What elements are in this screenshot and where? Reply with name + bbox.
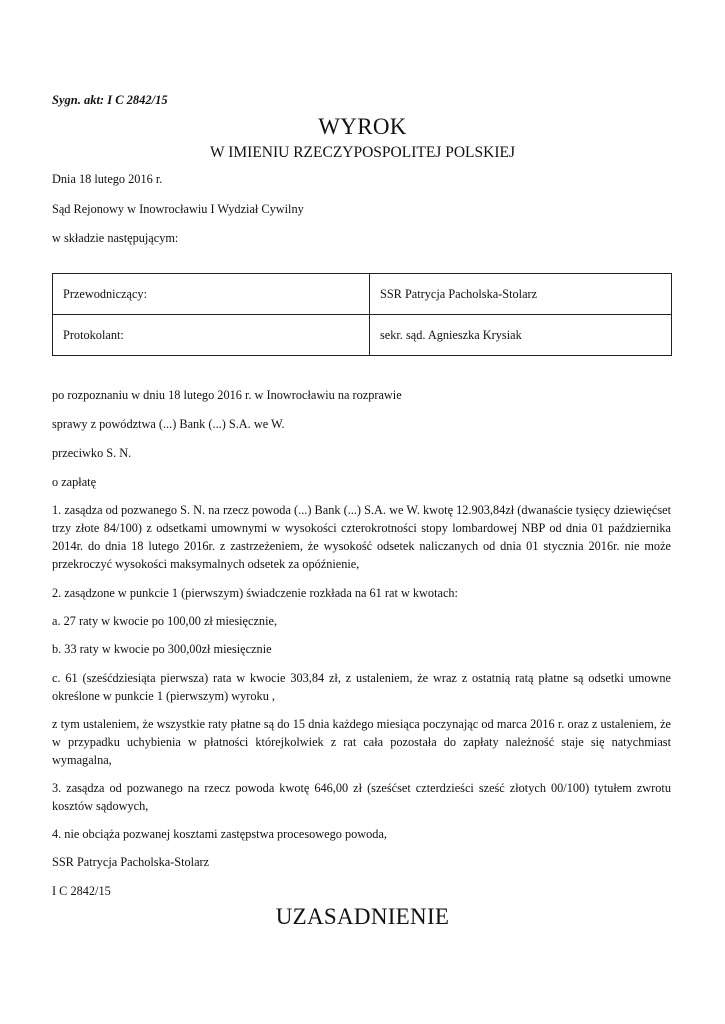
table-row [53, 315, 672, 356]
court-panel-table [52, 273, 672, 356]
ruling-point-3: 3. zasądza od pozwanego na rzecz powoda kwotę 646,00 zł (sześćset czterdzieści sześć złotych 00/100) tytułem zwrotu kosztów sądowych, [52, 781, 671, 813]
case-reference: Sygn. akt: I C 2842/15 [52, 93, 168, 107]
composition-label: w składzie następującym: [52, 231, 179, 245]
installment-conditions: z tym ustaleniem, że wszystkie raty płatne są do 15 dnia każdego miesiąca poczynając od marca 2016 r. oraz z ustaleniem, że w przypadku uchybienia w płatności którejkolwiek z rat cała pozostała do zapłaty należność staje się natychmiast wymagalna, [52, 717, 671, 767]
subject-line: o zapłatę [52, 475, 97, 489]
defendant-line: przeciwko S. N. [52, 446, 132, 460]
hearing-line: po rozpoznaniu w dniu 18 lutego 2016 r. w Inowrocławiu na rozprawie [52, 388, 402, 402]
name-cell: sekr. sąd. Agnieszka Krysiak [370, 315, 672, 356]
case-line: sprawy z powództwa (...) Bank (...) S.A. we W. [52, 417, 285, 431]
ruling-point-4: 4. nie obciąża pozwanej kosztami zastępstwa procesowego powoda, [52, 827, 387, 841]
document-title: WYROK [318, 114, 407, 139]
installment-b: b. 33 raty w kwocie po 300,00zł miesięcznie [52, 642, 272, 656]
judge-signature: SSR Patrycja Pacholska-Stolarz [52, 855, 210, 869]
ruling-point-2: 2. zasądzone w punkcie 1 (pierwszym) świadczenie rozkłada na 61 rat w kwotach: [52, 586, 458, 600]
court-name: Sąd Rejonowy w Inowrocławiu I Wydział Cywilny [52, 202, 304, 216]
role-cell: Przewodniczący: [53, 274, 370, 315]
footer-case-reference: I C 2842/15 [52, 884, 111, 898]
role-cell: Protokolant: [53, 315, 370, 356]
installment-a: a. 27 raty w kwocie po 100,00 zł miesięcznie, [52, 614, 278, 628]
judgment-date: Dnia 18 lutego 2016 r. [52, 172, 163, 186]
installment-c: c. 61 (sześćdziesiąta pierwsza) rata w kwocie 303,84 zł, z ustaleniem, że wraz z ostatnią ratą płatne są odsetki umowne określone w punkcie 1 (pierwszym) wyroku , [52, 671, 671, 703]
table-row [53, 274, 672, 315]
ruling-point-1: 1. zasądza od pozwanego S. N. na rzecz powoda (...) Bank (...) S.A. we W. kwotę 12.903,84zł (dwanaście tysięcy dziewięćset trzy złote 84/100) z odsetkami umownymi w wysokości czterokrotności stopy lombardowej NBP od dnia 01 października 2014r. do dnia 18 lutego 2016r. z zastrzeżeniem, że wysokość odsetek naliczanych od dnia 01 stycznia 2016r. nie może przekroczyć wysokości maksymalnych odsetek za opóźnienie, [52, 503, 671, 571]
document-subtitle: W IMIENIU RZECZYPOSPOLITEJ POLSKIEJ [210, 144, 515, 161]
name-cell: SSR Patrycja Pacholska-Stolarz [370, 274, 672, 315]
justification-heading: UZASADNIENIE [275, 904, 450, 929]
